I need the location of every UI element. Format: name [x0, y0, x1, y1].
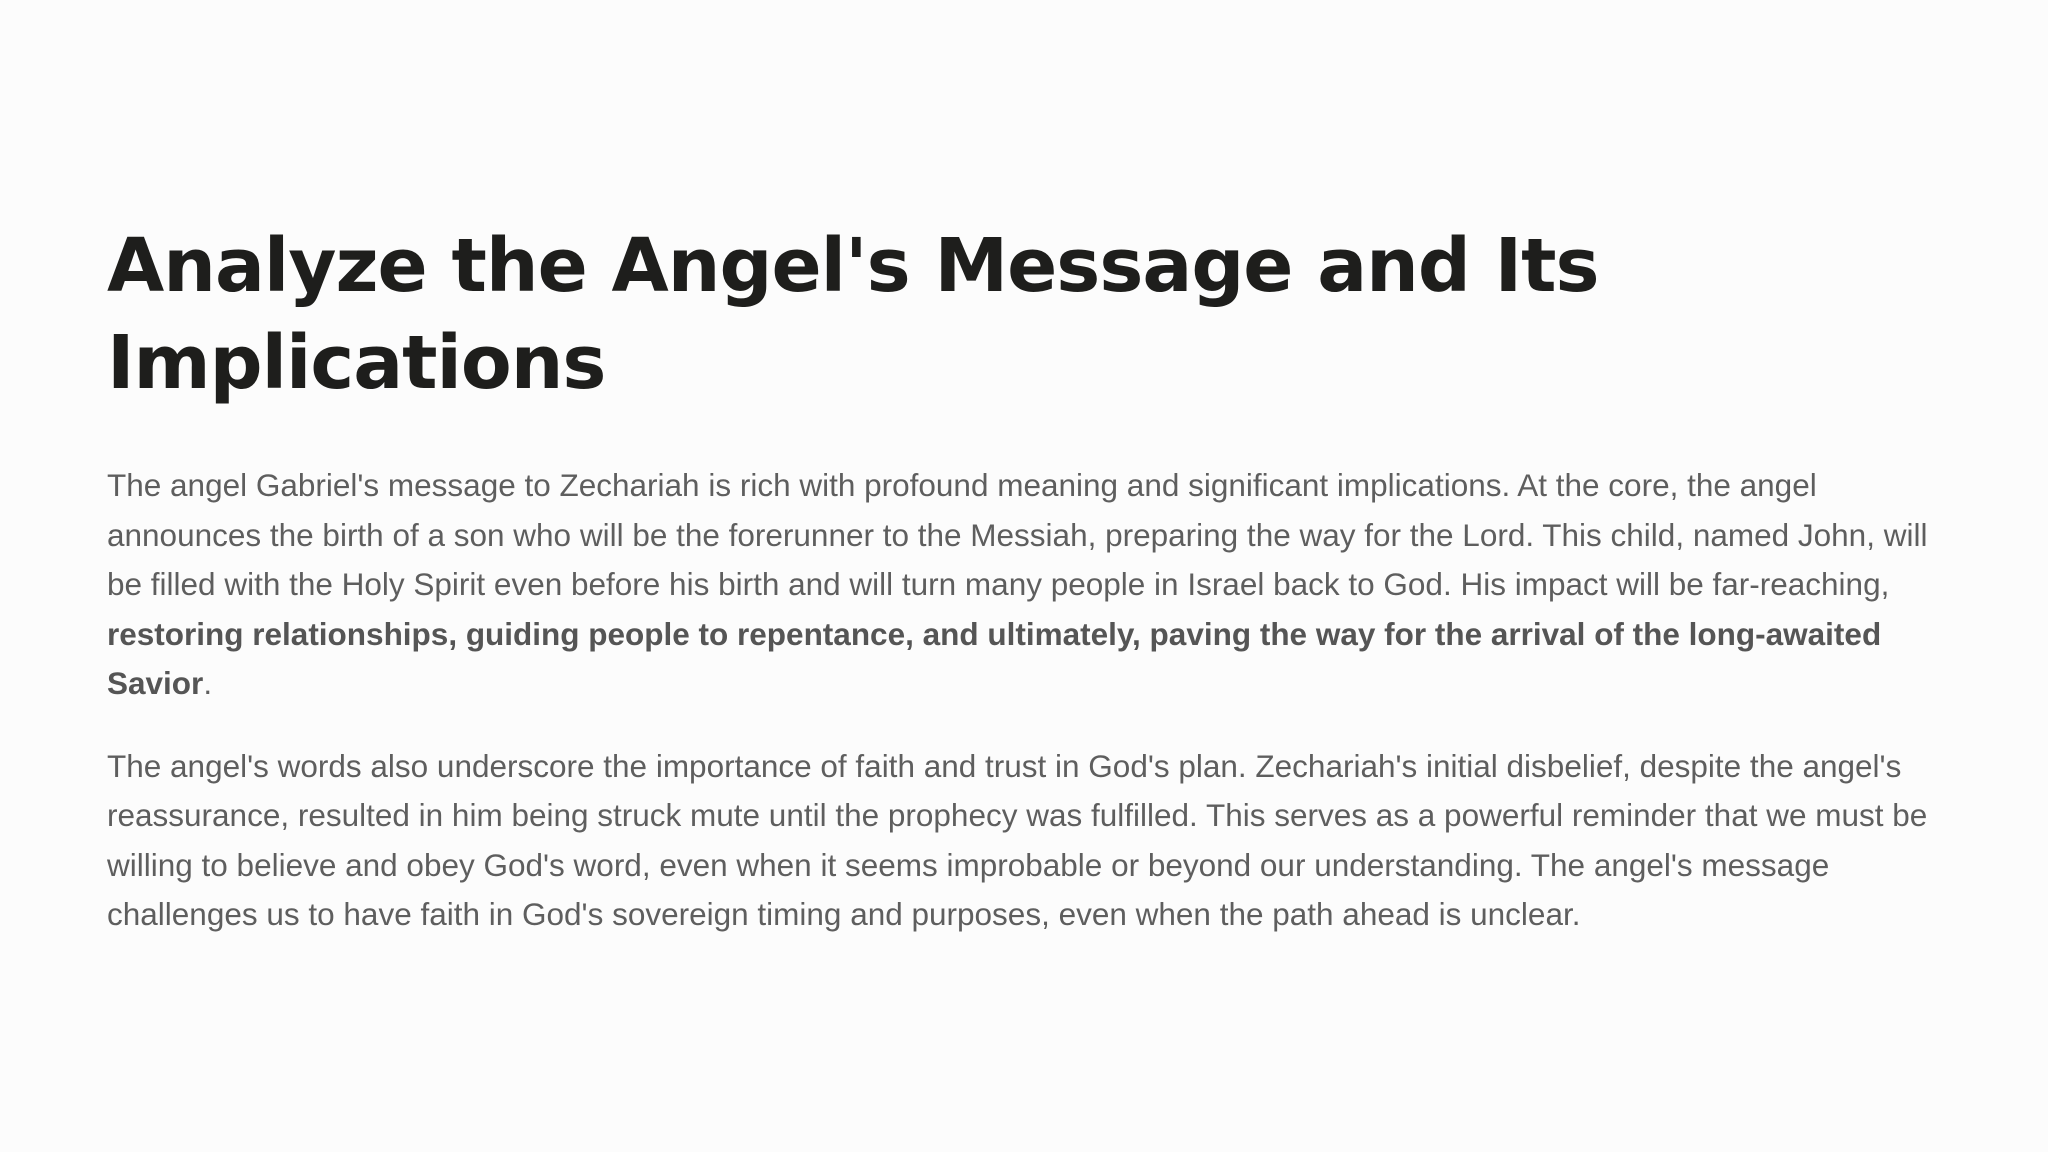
paragraph-1-ending: .: [203, 665, 213, 701]
page-title: Analyze the Angel's Message and Its Implications: [107, 223, 1599, 406]
slide-content: [107, 218, 1957, 940]
paragraph-1-emphasis: restoring relationships, guiding people to repentance, and ultimately, paving the way for the arrival of the long-awaited Savior: [107, 615, 1882, 701]
body-paragraph-2: The angel's words also underscore the importance of faith and trust in God's plan. Zechariah's initial disbelief, despite the angel's reassurance, resulted in him being struck mute until the prophecy was fulfilled. This serves as a powerful reminder that we must be willing to believe and obey God's word, even when it seems improbable or beyond our understanding. The angel's message challenges us to have faith in God's sovereign timing and purposes, even when the path ahead is unclear.: [107, 747, 1928, 932]
body-paragraph-1: [107, 461, 1957, 709]
paragraph-1-text: The angel Gabriel's message to Zechariah is rich with profound meaning and significant implications. At the core, the angel announces the birth of a son who will be the forerunner to the Messiah, preparing the way for the Lord. This child, named John, will be filled with the Holy Spirit even before his birth and will turn many people in Israel back to God. His impact will be far-reaching,: [107, 467, 1928, 602]
